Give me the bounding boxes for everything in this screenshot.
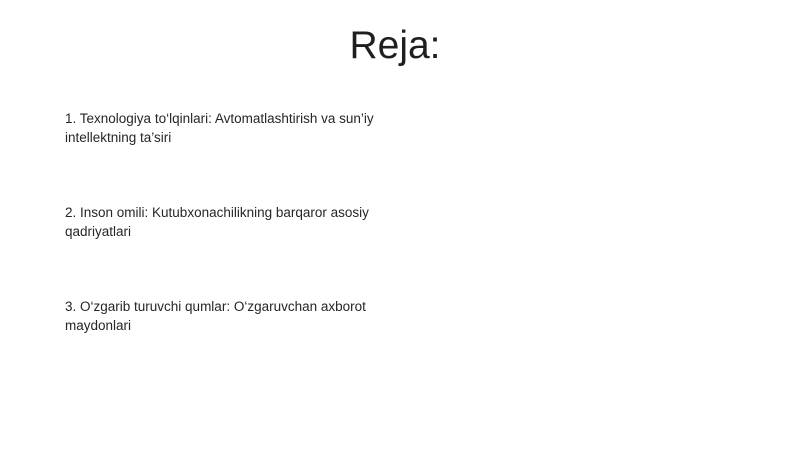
slide-title: Reja: bbox=[349, 24, 441, 67]
agenda-item-1: 1. Texnologiya to‘lqinlari: Avtomatlashtirish va sun’iy intellektning ta’siri bbox=[65, 111, 374, 145]
agenda-item-3: 3. O‘zgarib turuvchi qumlar: O‘zgaruvchan axborot maydonlari bbox=[65, 299, 366, 333]
agenda-item-2: 2. Inson omili: Kutubxonachilikning barqaror asosiy qadriyatlari bbox=[65, 205, 369, 239]
